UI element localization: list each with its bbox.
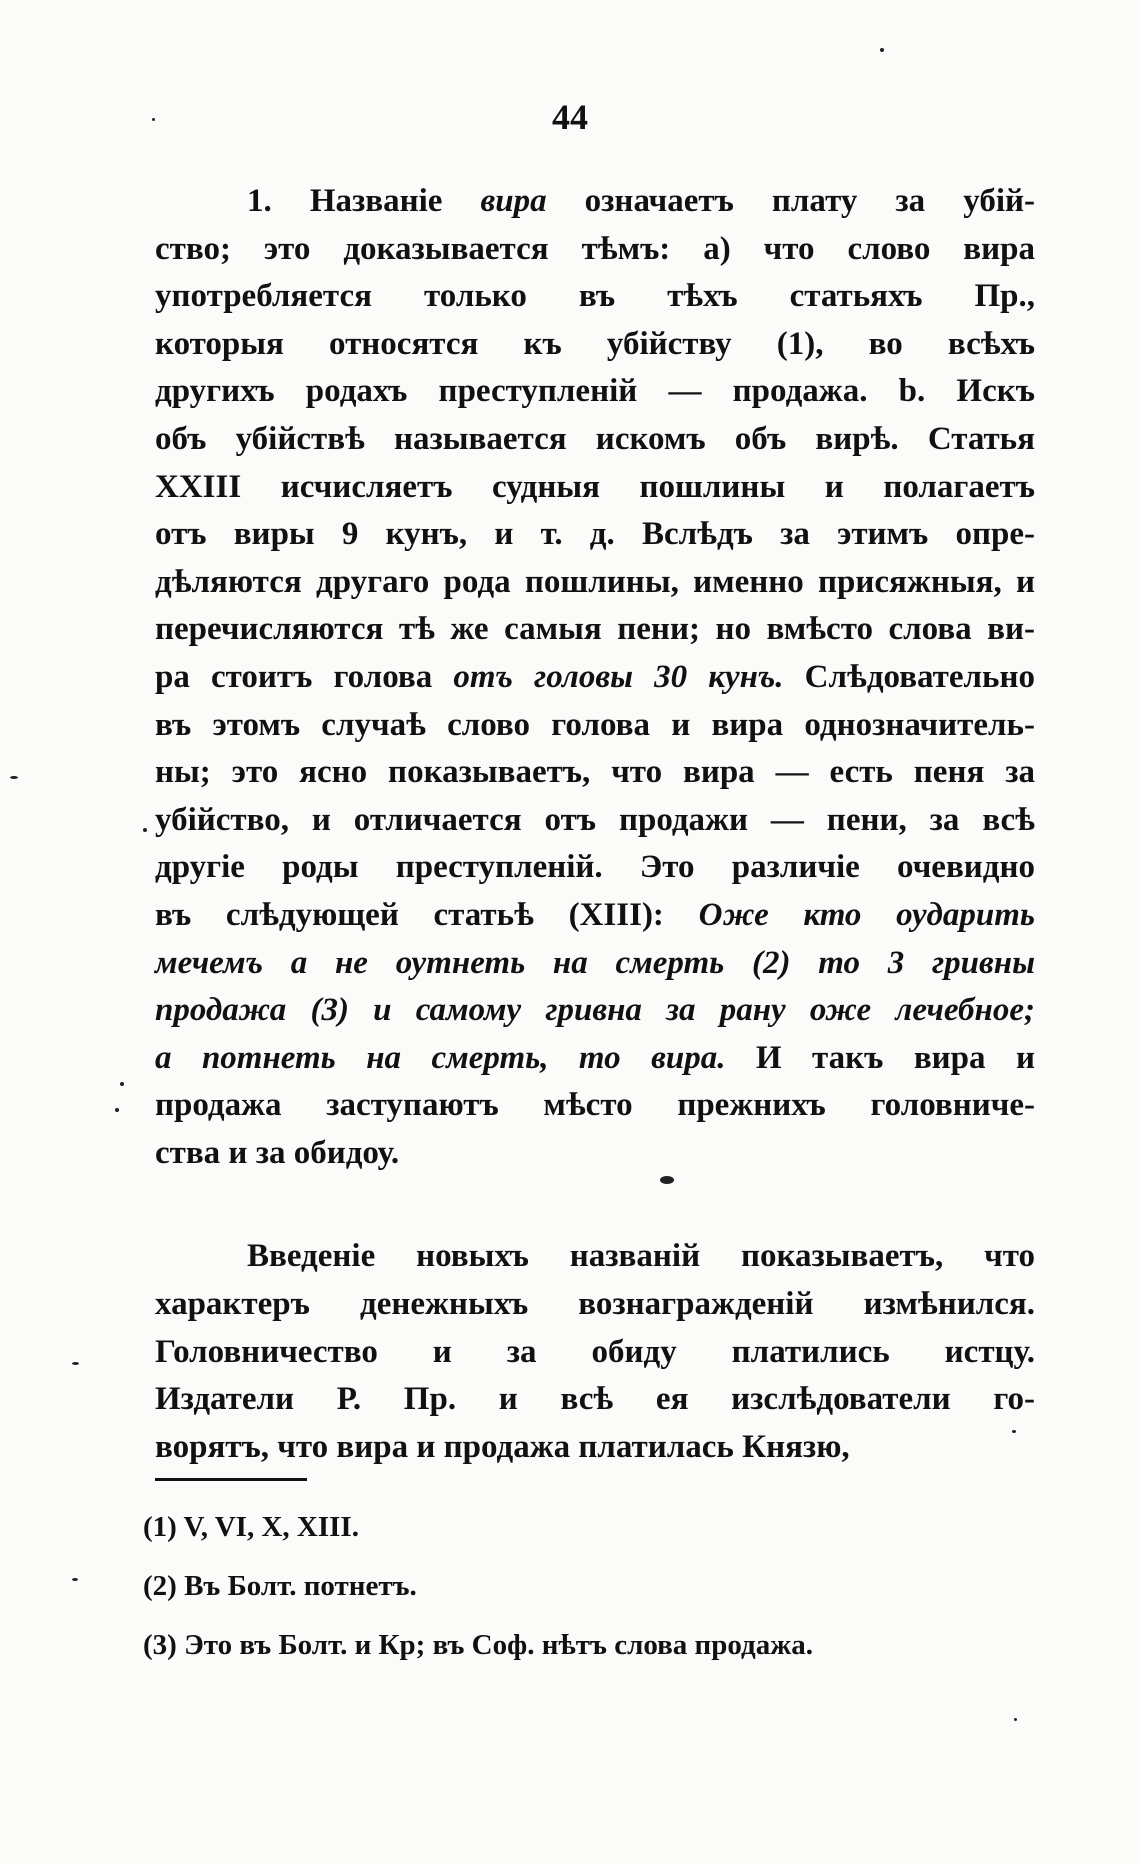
text-span: Головничество и за обиду платились истцу.	[155, 1333, 1035, 1370]
page-number: 44	[552, 97, 588, 137]
footnote-1: (1) V, VI, X, XIII.	[143, 1511, 359, 1543]
text-span: Введеніе новыхъ названій показываетъ, что	[247, 1238, 1035, 1275]
text-line	[155, 1082, 1035, 1130]
text-line	[155, 226, 1035, 274]
text-span: И такъ вира и	[725, 1039, 1035, 1076]
italic-span: а потнеть на смерть, то вира.	[155, 1039, 726, 1076]
text-span: ны; это ясно показываетъ, что вира — есть пеня за	[155, 754, 1035, 791]
text-span: означаетъ плату за убій-	[546, 183, 1035, 219]
text-span: ства и за обидоу.	[155, 1134, 400, 1171]
text-line	[155, 1376, 1035, 1424]
text-span: другіе роды преступленій. Это различіе очевидно	[155, 849, 1035, 886]
text-line	[155, 368, 1035, 416]
text-span: въ слѣдующей статьѣ (XIII):	[155, 896, 699, 933]
text-span: Издатели Р. Пр. и всѣ ея изслѣдователи го-	[155, 1381, 1035, 1418]
text-span: которыя относятся къ убійству (1), во всѣхъ	[155, 325, 1035, 362]
paper-speck	[1012, 1430, 1016, 1433]
italic-span: отъ головы 30 кунъ.	[453, 658, 784, 695]
paragraph	[155, 1233, 1035, 1471]
text-span: другихъ родахъ преступленій — продажа. b. Искъ	[155, 373, 1035, 410]
text-line	[155, 273, 1035, 321]
text-span: XXIII исчисляетъ судныя пошлины и полагаетъ	[155, 468, 1035, 505]
paper-speck	[880, 48, 884, 52]
text-line	[155, 654, 1035, 702]
text-span: дѣляются другаго рода пошлины, именно присяжныя, и	[155, 563, 1035, 600]
text-span: отъ виры 9 кунъ, и т. д. Вслѣдъ за этимъ опре-	[155, 516, 1035, 553]
text-span: ворятъ, что вира и продажа платилась Князю,	[155, 1428, 850, 1465]
text-line	[155, 416, 1035, 464]
footnotes	[143, 1498, 1043, 1675]
text-line	[155, 1035, 1035, 1083]
text-line	[155, 844, 1035, 892]
italic-span: продажа (3) и самому гривна за рану оже лечебное;	[155, 992, 1035, 1029]
paper-speck	[72, 1362, 79, 1365]
text-line	[155, 511, 1035, 559]
text-line	[155, 1281, 1035, 1329]
paper-speck	[660, 1176, 674, 1184]
text-span: перечисляются тѣ же самыя пени; но вмѣсто слова ви-	[155, 611, 1035, 648]
text-line	[155, 940, 1035, 988]
text-line	[155, 702, 1035, 750]
paper-speck	[72, 1578, 78, 1581]
text-line	[155, 1233, 1035, 1281]
paper-speck	[143, 828, 147, 832]
text-line	[155, 1424, 1035, 1472]
text-line	[155, 321, 1035, 369]
italic-span: вира	[480, 183, 547, 219]
paper-speck	[152, 118, 155, 121]
text-line	[155, 1130, 1035, 1178]
body-text	[155, 178, 1035, 1471]
text-span: въ этомъ случаѣ слово голова и вира однозначитель-	[155, 706, 1035, 743]
text-span: ство; это доказывается тѣмъ: а) что слово вира	[155, 230, 1035, 267]
footnote-3: (3) Это въ Болт. и Кр; въ Соф. нѣтъ слова продажа.	[143, 1629, 813, 1661]
text-span: продажа заступаютъ мѣсто прежнихъ головниче-	[155, 1087, 1035, 1124]
text-span: объ убійствѣ называется искомъ объ вирѣ. Статья	[155, 420, 1035, 457]
paper-speck	[1014, 1718, 1017, 1721]
paragraph	[155, 178, 1035, 1177]
italic-span: мечемъ а не оутнеть на смерть (2) то 3 гривны	[155, 944, 1035, 981]
text-line	[155, 987, 1035, 1035]
footnote-rule	[155, 1478, 307, 1481]
paper-speck	[10, 776, 18, 779]
text-span: характеръ денежныхъ вознагражденій измѣнился.	[155, 1286, 1035, 1323]
text-span: употребляется только въ тѣхъ статьяхъ Пр.,	[155, 278, 1035, 315]
text-line	[155, 749, 1035, 797]
paper-speck	[120, 1082, 124, 1086]
text-line	[155, 464, 1035, 512]
paragraph-gap	[155, 1177, 1035, 1233]
text-span: убійство, и отличается отъ продажи — пени, за всѣ	[155, 801, 1035, 838]
italic-span: Оже кто оударить	[698, 896, 1035, 933]
text-line	[155, 1329, 1035, 1377]
text-span: ра стоитъ голова	[155, 658, 454, 695]
text-line	[155, 559, 1035, 607]
text-line	[155, 606, 1035, 654]
paper-speck	[115, 1108, 119, 1112]
text-line	[155, 797, 1035, 845]
text-span: Слѣдовательно	[783, 658, 1036, 695]
text-span: 1. Названіе	[247, 183, 481, 219]
text-line	[155, 178, 1035, 226]
footnote-2: (2) Въ Болт. потнетъ.	[143, 1570, 417, 1602]
text-line	[155, 892, 1035, 940]
